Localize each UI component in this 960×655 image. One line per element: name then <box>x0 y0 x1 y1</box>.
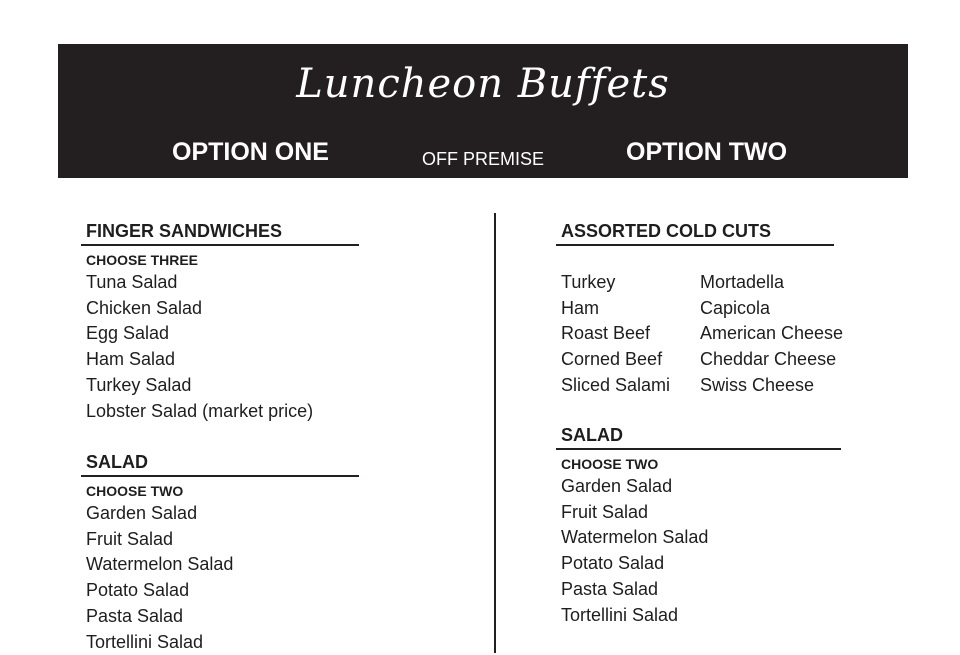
menu-item: Corned Beef <box>561 349 663 370</box>
cold-cuts-section <box>556 222 834 246</box>
section-title: SALAD <box>556 426 841 450</box>
column-divider <box>494 213 496 653</box>
menu-item: Fruit Salad <box>86 528 174 549</box>
section-title: SALAD <box>81 453 359 477</box>
section-subtitle: CHOOSE THREE <box>86 252 199 268</box>
menu-item: American Cheese <box>700 323 844 344</box>
menu-item: Watermelon Salad <box>561 527 709 548</box>
off-premise-label: OFF PREMISE <box>422 149 545 169</box>
finger-sandwiches-section <box>81 222 359 424</box>
section-subtitle: CHOOSE TWO <box>561 456 659 472</box>
menu-item: Potato Salad <box>561 553 665 574</box>
menu-item: Chicken Salad <box>86 297 203 318</box>
item-list <box>86 270 359 424</box>
option-one-salad-section <box>81 453 359 655</box>
menu-item: Potato Salad <box>86 580 190 601</box>
menu-item: Fruit Salad <box>561 501 649 522</box>
cold-cuts-column-left <box>561 270 700 399</box>
menu-item: Turkey Salad <box>86 374 192 395</box>
option-one-heading: OPTION ONE <box>172 138 329 166</box>
menu-item: Cheddar Cheese <box>700 349 837 370</box>
menu-item: Sliced Salami <box>561 374 671 395</box>
menu-item: Ham <box>561 297 600 318</box>
menu-item: Tuna Salad <box>86 272 178 292</box>
item-list <box>561 474 841 628</box>
menu-item: Swiss Cheese <box>700 374 815 395</box>
menu-item: Tortellini Salad <box>561 604 679 625</box>
menu-item: Lobster Salad (market price) <box>86 400 314 421</box>
option-two-heading: OPTION TWO <box>626 138 788 166</box>
menu-item: Pasta Salad <box>561 578 659 599</box>
section-title: ASSORTED COLD CUTS <box>556 222 834 246</box>
menu-title: Luncheon Buffets <box>296 61 670 107</box>
item-list <box>86 501 359 655</box>
menu-item: Tortellini Salad <box>86 631 204 652</box>
menu-item: Pasta Salad <box>86 605 184 626</box>
section-subtitle: CHOOSE TWO <box>86 483 184 499</box>
cold-cuts-column-right <box>700 270 844 399</box>
menu-item: Egg Salad <box>86 323 170 344</box>
menu-item: Mortadella <box>700 272 785 292</box>
menu-item: Turkey <box>561 272 616 292</box>
menu-item: Roast Beef <box>561 323 651 344</box>
menu-item: Capicola <box>700 297 771 318</box>
menu-item: Ham Salad <box>86 349 176 370</box>
cold-cuts-list <box>561 270 844 399</box>
menu-item: Watermelon Salad <box>86 554 234 575</box>
menu-item: Garden Salad <box>561 476 673 496</box>
menu-header <box>58 44 908 178</box>
menu-item: Garden Salad <box>86 503 198 523</box>
option-two-salad-section <box>556 426 841 628</box>
section-title: FINGER SANDWICHES <box>81 222 359 246</box>
